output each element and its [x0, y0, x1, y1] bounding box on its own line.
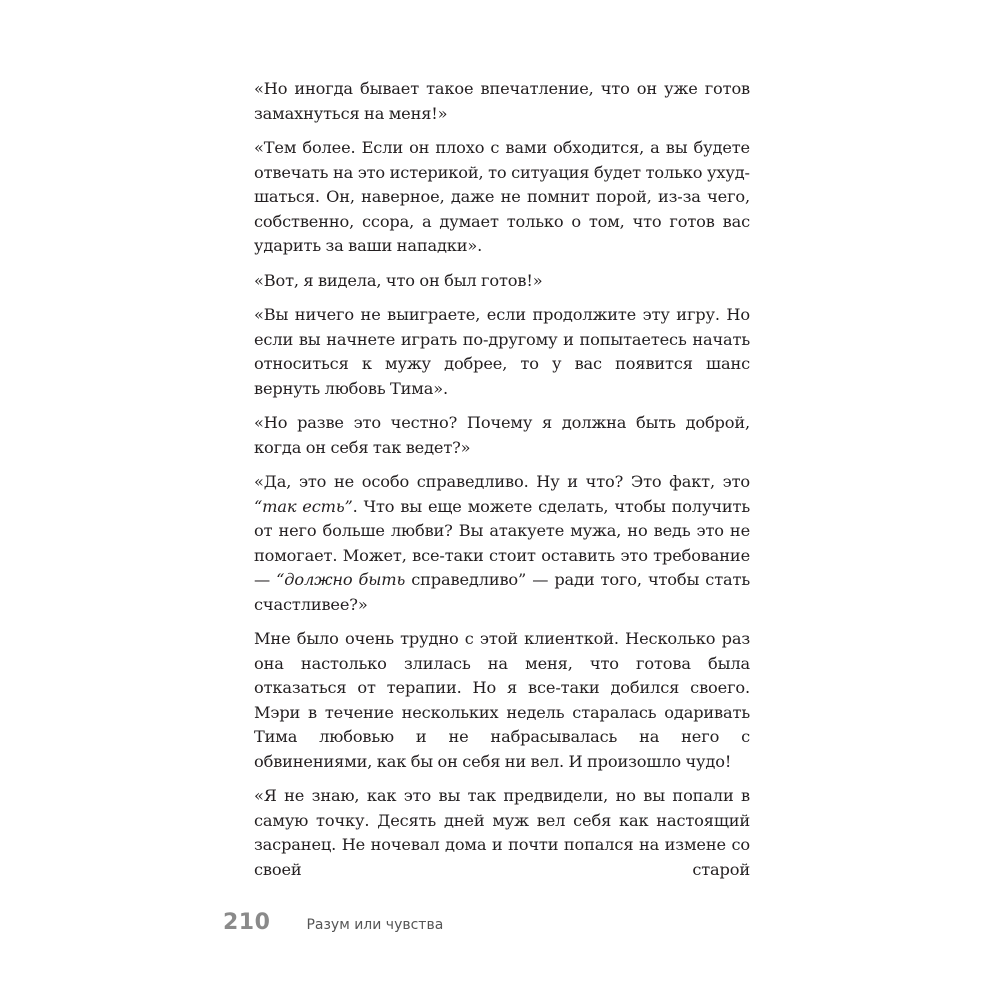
- text-segment: . Что вы еще можете сделать, чтобы получить от него больше любви? Вы атакуете мужа, но ведь это не помогает. Может, все-таки стоит оставить это требование —: [254, 496, 750, 589]
- italic-segment: “должно быть: [276, 570, 406, 589]
- paragraph: [254, 77, 750, 126]
- page-footer: [223, 910, 443, 935]
- italic-segment: “так есть”: [254, 496, 353, 516]
- text-segment: «Вы ничего не выиграете, если продолжите эту игру. Но если вы начнете играть по-другому и попытаетесь начать относиться к мужу добрее, то у вас появится шанс вернуть любовь Тима».: [254, 305, 750, 398]
- text-segment: «Я не знаю, как это вы так предвидели, но вы попали в самую точку. Десять дней муж вел себя как настоящий засранец. Не ночевал дома и почти попался на измене со своей старой: [254, 786, 750, 879]
- paragraph: [254, 627, 750, 774]
- page-number: 210: [223, 910, 271, 935]
- text-segment: справедливо” — ради того, чтобы стать счастливее?»: [254, 570, 750, 614]
- body-text: [254, 77, 750, 892]
- paragraph: [254, 470, 750, 617]
- paragraph: [254, 784, 750, 882]
- text-segment: «Да, это не особо справедливо. Ну и что? Это факт, это: [254, 472, 750, 491]
- text-segment: «Но иногда бывает такое впечатление, что он уже готов замахнуться на меня!»: [254, 79, 750, 123]
- paragraph: [254, 303, 750, 401]
- paragraph: [254, 411, 750, 460]
- paragraph: [254, 136, 750, 259]
- running-title: Разум или чувства: [306, 917, 444, 933]
- text-segment: Мне было очень трудно с этой клиенткой. Несколько раз она настолько злилась на меня, что готова была отказаться от терапии. Но я все-таки добился своего. Мэри в течение нескольких недель старалась одаривать Тима любовью и не набрасывалась на него с обвинениями, как бы он себя ни вел. И произошло чудо!: [254, 629, 750, 771]
- text-segment: «Тем более. Если он плохо с вами обходится, а вы будете отвечать на это истерикой, то ситуация будет только ухудшаться. Он, наверное, даже не помнит порой, из-за чего, собственно, ссора, а думает только о том, что готов вас ударить за ваши нападки».: [254, 138, 750, 255]
- text-segment: «Но разве это честно? Почему я должна быть доброй, когда он себя так ведет?»: [254, 413, 750, 457]
- text-segment: «Вот, я видела, что он был готов!»: [254, 270, 543, 290]
- paragraph: [254, 269, 750, 294]
